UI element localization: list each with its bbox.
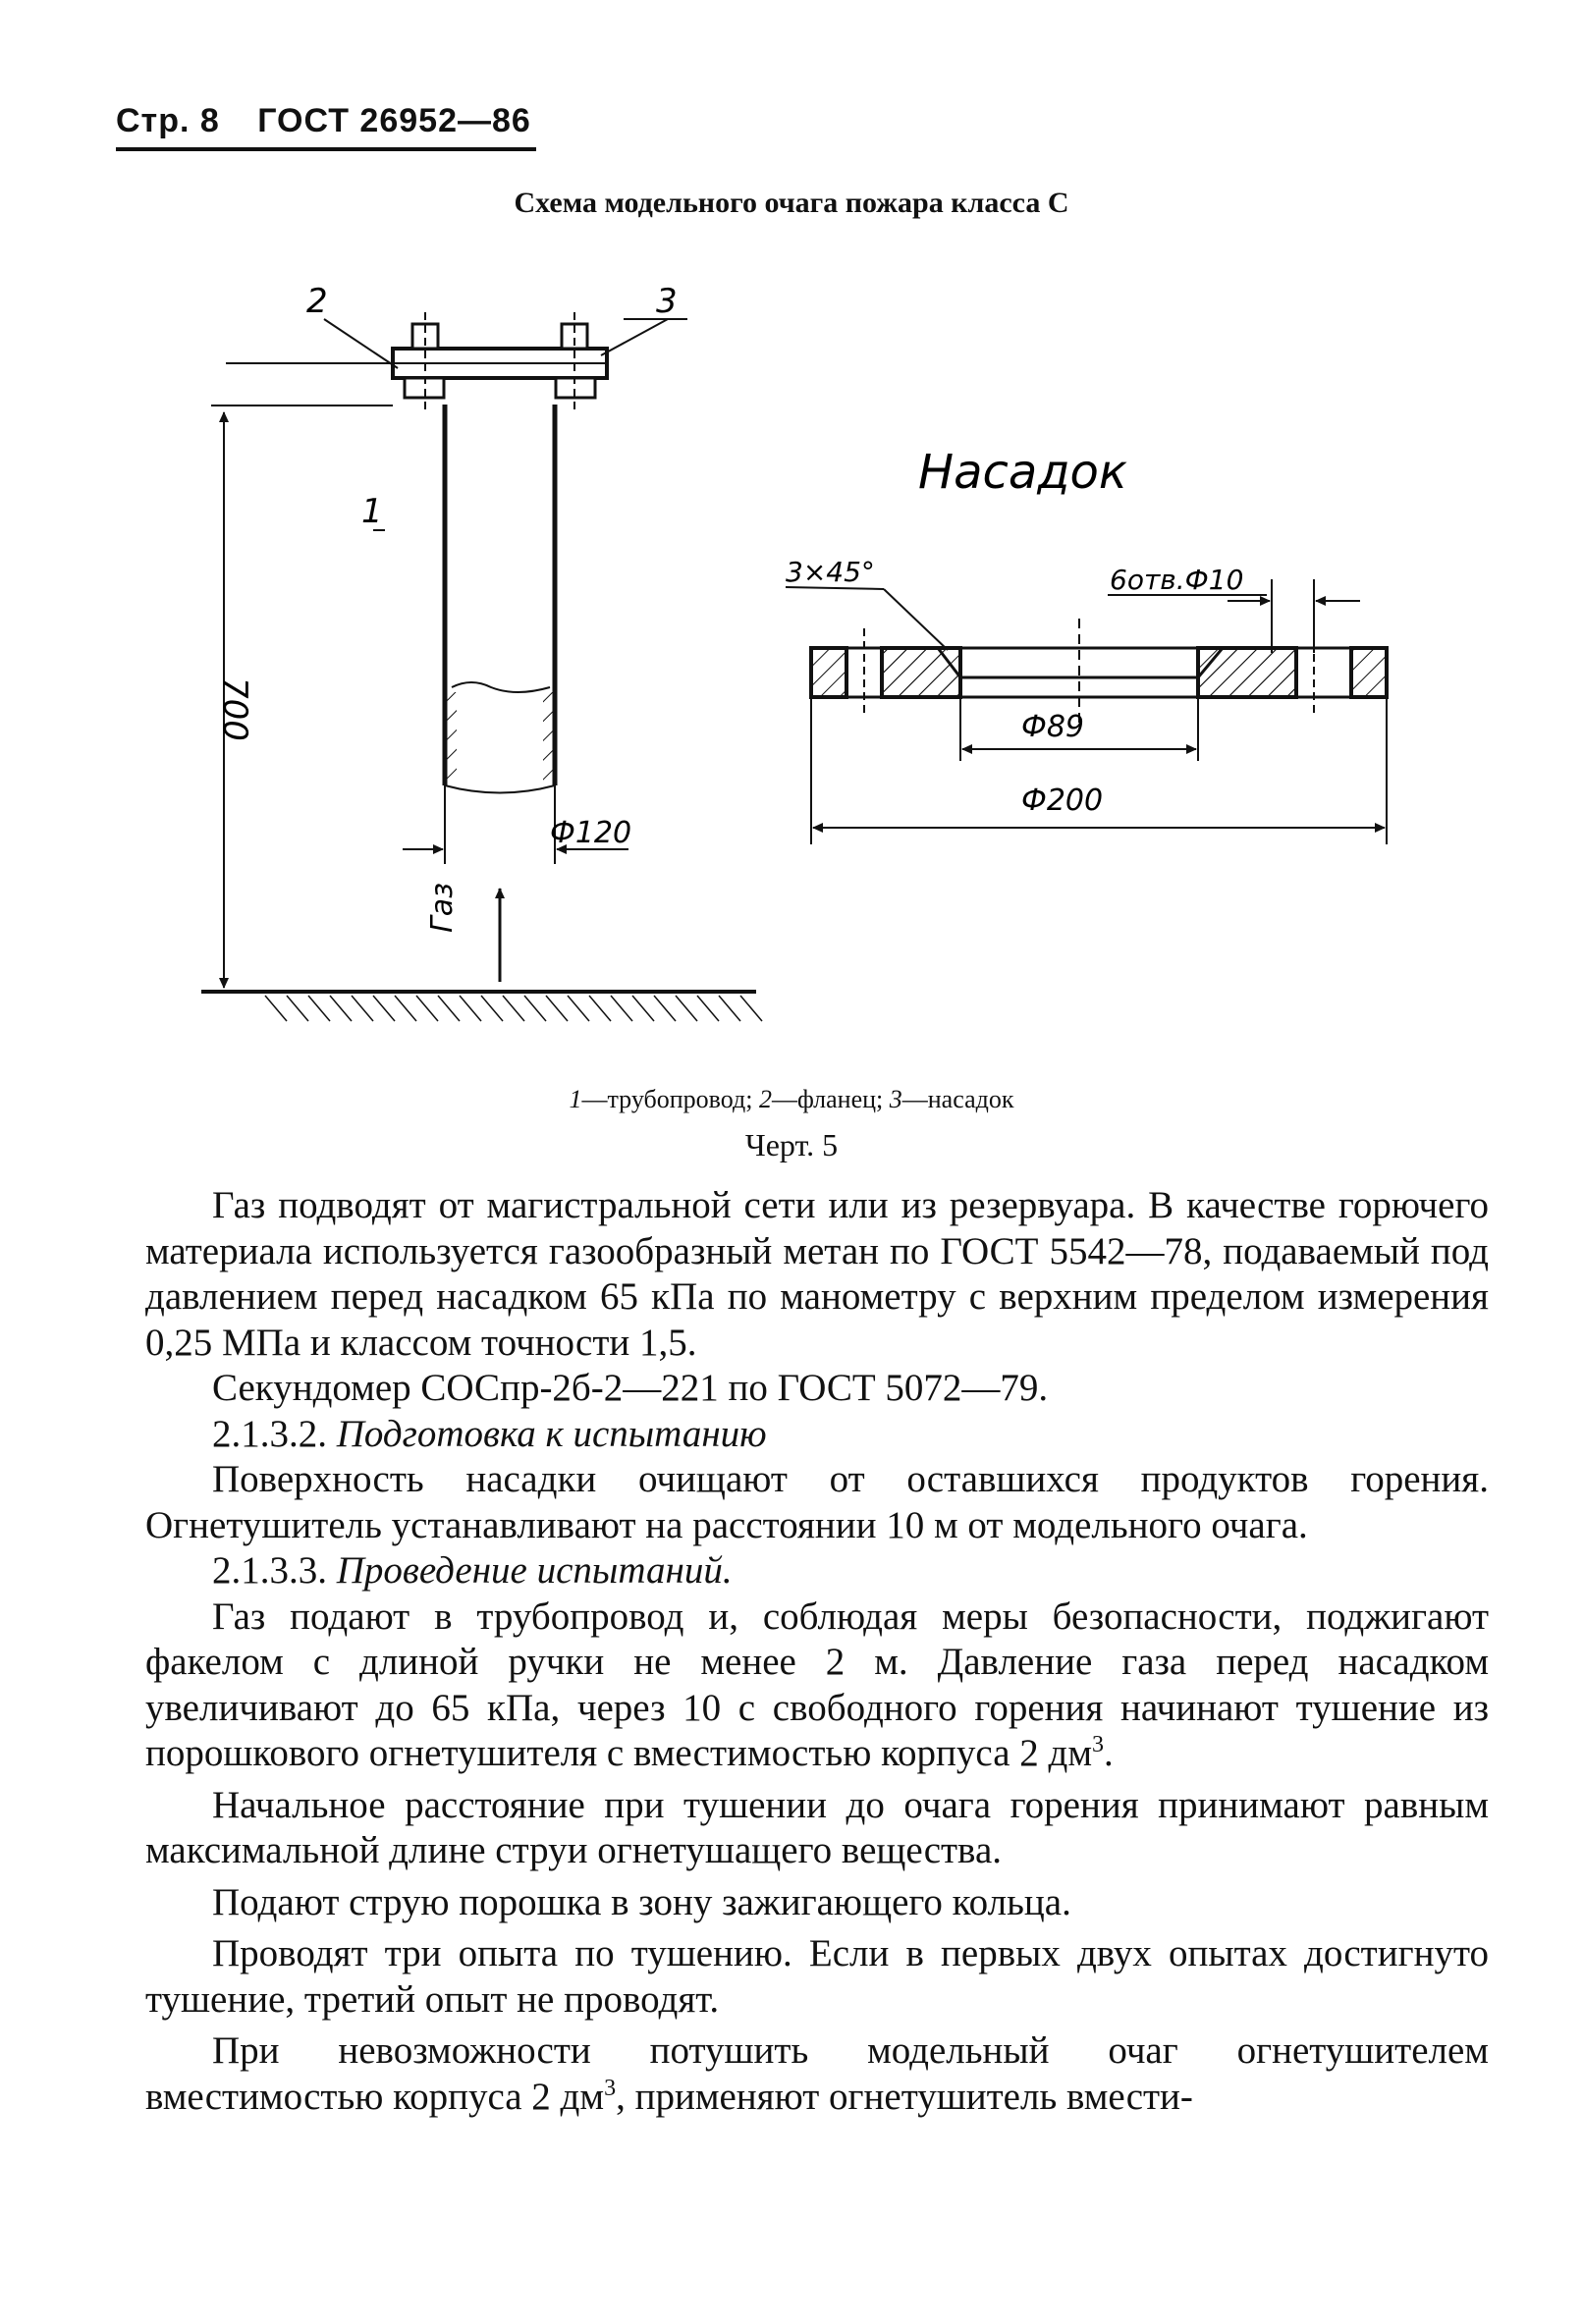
caption-num-1: 1 bbox=[569, 1085, 582, 1113]
label-1: 1 bbox=[361, 492, 383, 531]
body-text bbox=[145, 1183, 1489, 2120]
paragraph-gas-supply: Газ подводят от магистральной сети или из резервуара. В качестве горючего материала используется газообразный метан по ГОСТ 5542—78, подаваемый под давлением перед насадком 65 кПа по манометру с верхним пределом измерения 0,25 МПа и классом точности 1,5. bbox=[145, 1184, 1489, 1364]
caption-item-3: —насадок bbox=[901, 1085, 1014, 1113]
section-2-1-3-2 bbox=[145, 1412, 1489, 1458]
label-3: 3 bbox=[656, 282, 678, 321]
nozzle-section bbox=[811, 619, 1387, 727]
paragraph-powder: Подают струю порошка в зону зажигающего кольца. bbox=[212, 1880, 1071, 1923]
paragraph-stopwatch: Секундомер СОСпр-2б-2—221 по ГОСТ 5072—79. bbox=[212, 1367, 1049, 1409]
page-header bbox=[116, 102, 559, 140]
dimension-pipe bbox=[403, 785, 631, 864]
header-rule bbox=[116, 147, 536, 151]
figure-caption bbox=[0, 1085, 1583, 1114]
dim-outer-label: Ф200 bbox=[1021, 784, 1104, 818]
paragraph-preparation: Поверхность насадки очищают от оставшихся продуктов горения. Огнетушитель устанавливают на расстоянии 10 м от модельного очага. bbox=[145, 1458, 1489, 1546]
pipe bbox=[445, 405, 555, 793]
gas-label: Газ bbox=[425, 882, 460, 933]
ignition-text: Газ подают в трубопровод и, соблюдая меры безопасности, поджигают факелом с длиной ручки не менее 2 м. Давление газа перед насадком увеличивают до 65 кПа, через 10 с свободного горения начинают тушение из порошкового огнетушителя с вместимостью корпуса 2 дм bbox=[145, 1594, 1489, 1774]
chamfer-label: 3×45° bbox=[786, 556, 875, 588]
holes-label: 6отв.Ф10 bbox=[1110, 564, 1244, 596]
dim-pipe-label: Ф120 bbox=[550, 816, 632, 850]
impossible-end: , применяют огнетушитель вмести- bbox=[616, 2075, 1193, 2118]
standard-number: ГОСТ 26952—86 bbox=[257, 102, 531, 139]
ignition-end: . bbox=[1104, 1732, 1114, 1774]
section-2-1-3-3 bbox=[145, 1548, 1489, 1594]
dim-700-label: 700 bbox=[215, 677, 254, 741]
section-number: 2.1.3.2. bbox=[212, 1412, 327, 1455]
caption-num-2: 2 bbox=[758, 1085, 772, 1113]
caption-item-1: —трубопровод; bbox=[581, 1085, 759, 1113]
ground bbox=[201, 992, 762, 1021]
superscript: 3 bbox=[1092, 1732, 1105, 1757]
label-2: 2 bbox=[306, 282, 328, 321]
figure-title: Схема модельного очага пожара класса С bbox=[514, 187, 1069, 219]
caption-item-2: —фланец; bbox=[771, 1085, 890, 1113]
figure-number: Черт. 5 bbox=[744, 1127, 839, 1162]
caption-num-3: 3 bbox=[889, 1085, 902, 1113]
superscript: 3 bbox=[604, 2075, 617, 2101]
section-number: 2.1.3.3. bbox=[212, 1549, 327, 1592]
nozzle-title: Насадок bbox=[918, 445, 1127, 500]
page-number: Стр. 8 bbox=[116, 102, 220, 139]
paragraph-trials: Проводят три опыта по тушению. Если в первых двух опытах достигнуто тушение, третий опыт не проводят. bbox=[145, 1932, 1489, 2021]
figure-drawing bbox=[0, 245, 1583, 1060]
section-title: Подготовка к испытанию bbox=[336, 1412, 767, 1455]
gas-arrow bbox=[425, 883, 500, 982]
section-title: Проведение испытаний. bbox=[336, 1549, 733, 1592]
paragraph-ignition bbox=[145, 1594, 1489, 1777]
paragraph-impossible bbox=[145, 2028, 1489, 2120]
flange bbox=[393, 312, 607, 410]
impossible-text: При невозможности потушить модельный очаг огнетушителем вместимостью корпуса 2 дм bbox=[145, 2029, 1489, 2118]
dim-inner-label: Ф89 bbox=[1021, 710, 1084, 744]
paragraph-distance: Начальное расстояние при тушении до очага горения принимают равным максимальной длине струи огнетушащего вещества. bbox=[145, 1783, 1489, 1871]
